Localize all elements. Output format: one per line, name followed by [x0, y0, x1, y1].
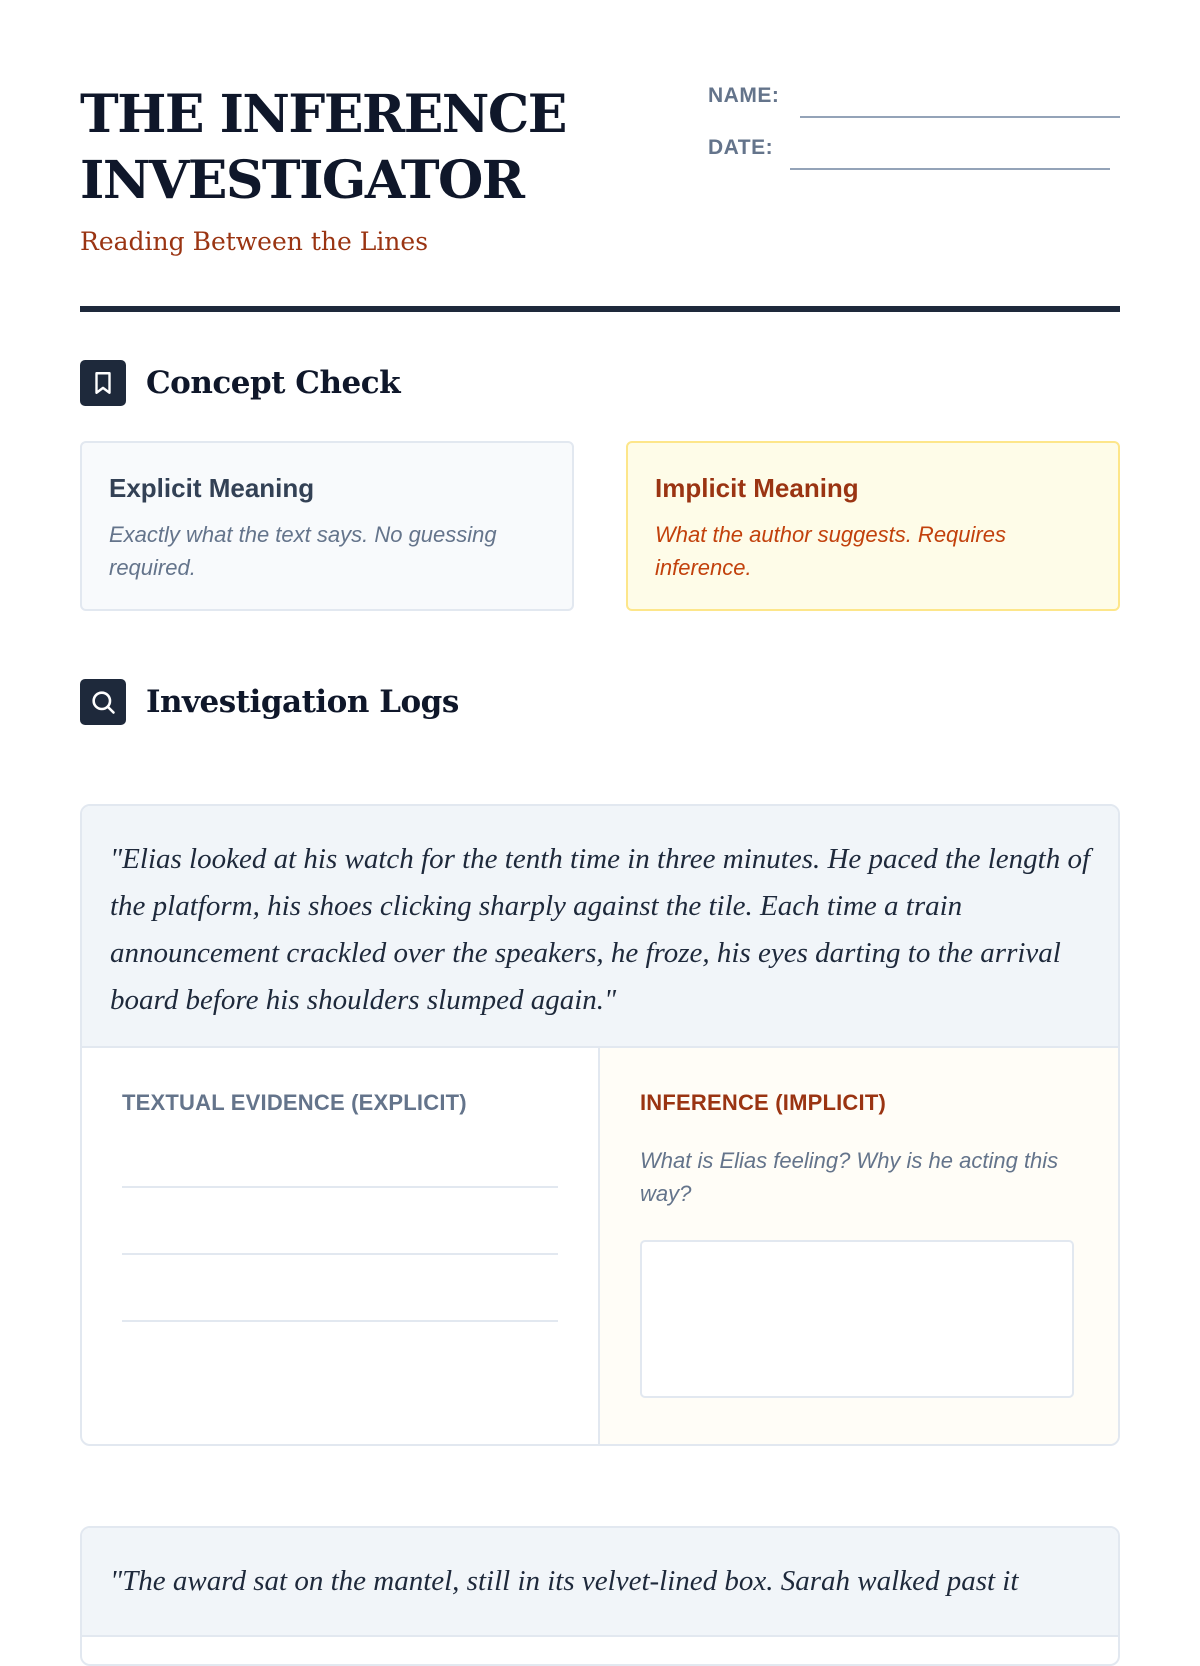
implicit-meaning-description: What the author suggests. Requires inference. — [655, 522, 1006, 580]
name-row — [708, 84, 1120, 136]
page-subtitle: Reading Between the Lines — [80, 227, 429, 256]
explicit-meaning-description: Exactly what the text says. No guessing required. — [109, 522, 497, 580]
evidence-writing-line[interactable] — [122, 1320, 558, 1322]
header-divider — [80, 306, 1120, 312]
inference-label: INFERENCE (IMPLICIT) — [640, 1090, 886, 1115]
search-icon — [80, 679, 126, 725]
page-title: THE INFERENCE INVESTIGATOR — [80, 84, 566, 211]
passage-text: "Elias looked at his watch for the tenth time in three minutes. He paced the length of the platform, his shoes clicking sharply against the tile. Each time a train announcement crackled over the speakers, he froze, his eyes darting to the arrival board before his shoulders slumped again." — [82, 806, 1118, 1048]
investigation-logs-title: Investigation Logs — [146, 684, 459, 720]
inference-answer-box[interactable] — [640, 1240, 1074, 1398]
student-info — [708, 84, 1120, 188]
evidence-writing-line[interactable] — [122, 1186, 558, 1188]
implicit-meaning-card — [626, 441, 1120, 611]
concept-check-title: Concept Check — [146, 365, 401, 401]
date-row — [708, 136, 1120, 188]
bookmark-icon — [80, 360, 126, 406]
evidence-writing-line[interactable] — [122, 1253, 558, 1255]
investigation-logs-header — [80, 679, 459, 725]
inference-column — [600, 1048, 1118, 1444]
explicit-meaning-title: Explicit Meaning — [109, 473, 315, 503]
evidence-label: TEXTUAL EVIDENCE (EXPLICIT) — [122, 1090, 467, 1115]
inference-prompt: What is Elias feeling? Why is he acting this way? — [640, 1148, 1059, 1206]
investigation-log — [80, 1526, 1120, 1666]
investigation-log — [80, 804, 1120, 1446]
name-field-line[interactable] — [800, 116, 1120, 118]
evidence-column — [82, 1048, 600, 1444]
date-field-line[interactable] — [790, 168, 1110, 170]
implicit-meaning-title: Implicit Meaning — [655, 473, 859, 503]
passage-text: "The award sat on the mantel, still in its velvet-lined box. Sarah walked past it — [82, 1528, 1118, 1637]
concept-check-header — [80, 360, 400, 406]
name-label: NAME: — [708, 84, 780, 107]
date-label: DATE: — [708, 136, 774, 159]
log-columns — [82, 1048, 1118, 1444]
explicit-meaning-card — [80, 441, 574, 611]
